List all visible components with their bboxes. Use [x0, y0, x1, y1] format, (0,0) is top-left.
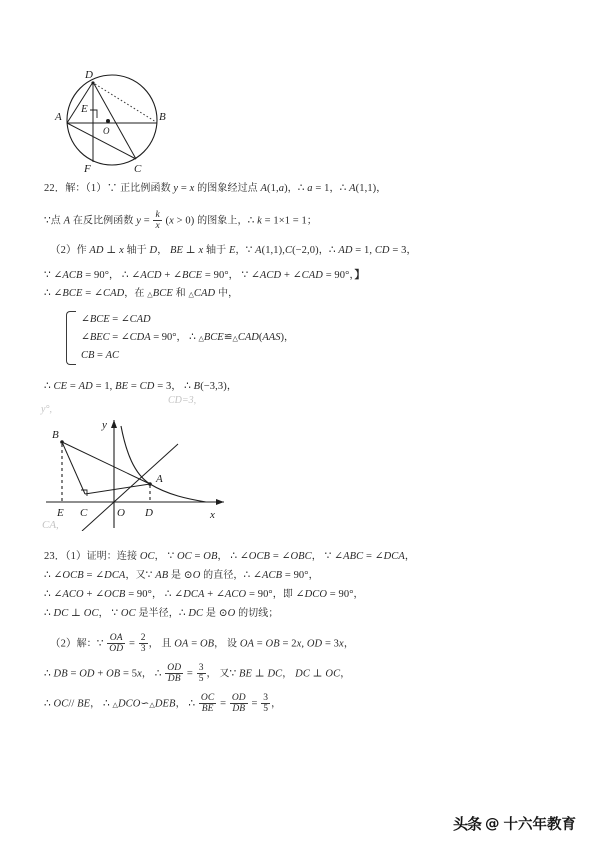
fraction-od-over-db: $\frac{OD}{DB}$: [167, 663, 182, 685]
scan-artifact-ghost-ca: CA,: [42, 519, 59, 531]
figure1-label-B: B: [159, 111, 166, 123]
fraction-3-over-5-a: $\frac{3}{5}$: [198, 663, 204, 685]
problem23-line-4: ∴ DC ⊥ OC， ∵ OC 是半径，∴ DC 是 ⊙O 的切线；: [44, 608, 279, 619]
fraction-oc-over-be: $\frac{OC}{BE}$: [200, 693, 215, 715]
watermark-text: 十六年教育: [503, 817, 576, 833]
problem23-line-2: ∴ ∠OCB = ∠DCA，又∵ AB 是 ⊙O 的直径，∴ ∠ACB = 90°，: [44, 570, 319, 581]
problem22-line-1: 22．解：（1）∵ 正比例函数 y = x 的图象经过点 A(1,a)，∴ a = 1，∴ A(1,1)，: [44, 183, 387, 194]
figure1-label-D: D: [85, 69, 93, 81]
problem22-line-4: ∵ ∠ACB = 90°， ∴ ∠ACD + ∠BCE = 90°， ∵ ∠ACD + ∠CAD = 90°，】: [44, 270, 366, 281]
figure2-label-A: A: [156, 473, 163, 485]
figure1-label-F: F: [84, 163, 91, 175]
scan-artifact-ghost-y: y°,: [41, 404, 52, 415]
problem22-brace-system: [66, 311, 294, 365]
figure1-label-A: A: [55, 111, 62, 123]
brace-row-3: CB = AC: [81, 350, 120, 362]
figure2-label-D: D: [145, 507, 153, 519]
problem23-line-3: ∴ ∠ACO + ∠OCB = 90°， ∴ ∠DCA + ∠ACO = 90°，即 ∠DCO = 90°，: [44, 589, 364, 600]
problem23-line-1: 23．（1）证明：连接 OC， ∵ OC = OB， ∴ ∠OCB = ∠OBC， ∵ ∠ABC = ∠DCA，: [44, 551, 416, 562]
bracket-glitch-artifact: 】: [354, 270, 366, 281]
watermark-at-icon: @: [485, 815, 500, 832]
figure1-label-E: E: [81, 103, 88, 115]
problem22-line-6: ∴ CE = AD = 1, BE = CD = 3， ∴ B(−3,3)，: [44, 381, 237, 392]
figure2-label-O: O: [117, 507, 125, 519]
problem23-line-7: ∴ OC// BE， ∴ △DCO∽△DEB， ∴ $\frac{OC}{BE}$ = $\frac{OD}{DB}$ = $\frac{3}{5}$ ，: [44, 693, 282, 715]
problem23-line-6: ∴ DB = OD + OB = 5x， ∴ $\frac{OD}{DB}$ = $\frac{3}{5}$ ， 又∵ BE ⊥ DC， DC ⊥ OC，: [44, 663, 351, 685]
brace-row-2: ∠BEC = ∠CDA = 90°， ∴ △BCE≌△CAD(AAS)，: [81, 332, 294, 344]
watermark: [453, 813, 576, 834]
fraction-od-over-db-2: $\frac{OD}{DB}$: [231, 693, 246, 715]
figure2-label-C: C: [80, 507, 88, 519]
figure2-axis-label-y: y: [102, 419, 107, 431]
figure-circle-diagram: [46, 62, 186, 177]
brace-row-1: ∠BCE = ∠CAD: [81, 314, 151, 325]
brace-icon: [66, 311, 76, 365]
problem23-line-5: （2）解：∵ $\frac{OA}{OD}$ = $\frac{2}{3}$ ， 且 OA = OB， 设 OA = OB = 2x, OD = 3x，: [50, 633, 354, 655]
figure2-label-B: B: [52, 429, 59, 441]
scan-artifact-ghost-cd3: CD=3,: [168, 395, 197, 406]
figure-coordinate-graph: [38, 406, 248, 531]
figure1-label-C: C: [134, 163, 142, 175]
fraction-oa-over-od: $\frac{OA}{OD}$: [109, 633, 124, 655]
figure2-axis-label-x: x: [210, 509, 215, 521]
figure1-label-O: O: [103, 126, 110, 136]
problem22-line-2: ∵点 A 在反比例函数 y = $\frac{k}{x}$ (x > 0) 的图象上，∴ k = 1×1 = 1；: [44, 210, 318, 232]
fraction-3-over-5-b: $\frac{3}{5}$: [263, 693, 269, 715]
fraction-k-over-x: $\frac{k}{x}$: [155, 210, 160, 232]
toutiao-logo-icon: 头条: [452, 815, 481, 833]
fraction-2-over-3: $\frac{2}{3}$: [140, 633, 146, 655]
figure2-label-E: E: [57, 507, 64, 519]
problem22-line-5: ∴ ∠BCE = ∠CAD，在 △BCE 和 △CAD 中，: [44, 288, 239, 299]
problem22-line-3: （2）作 AD ⊥ x 轴于 D， BE ⊥ x 轴于 E，∵ A(1,1),C(−2,0)，∴ AD = 1, CD = 3，: [50, 245, 417, 256]
